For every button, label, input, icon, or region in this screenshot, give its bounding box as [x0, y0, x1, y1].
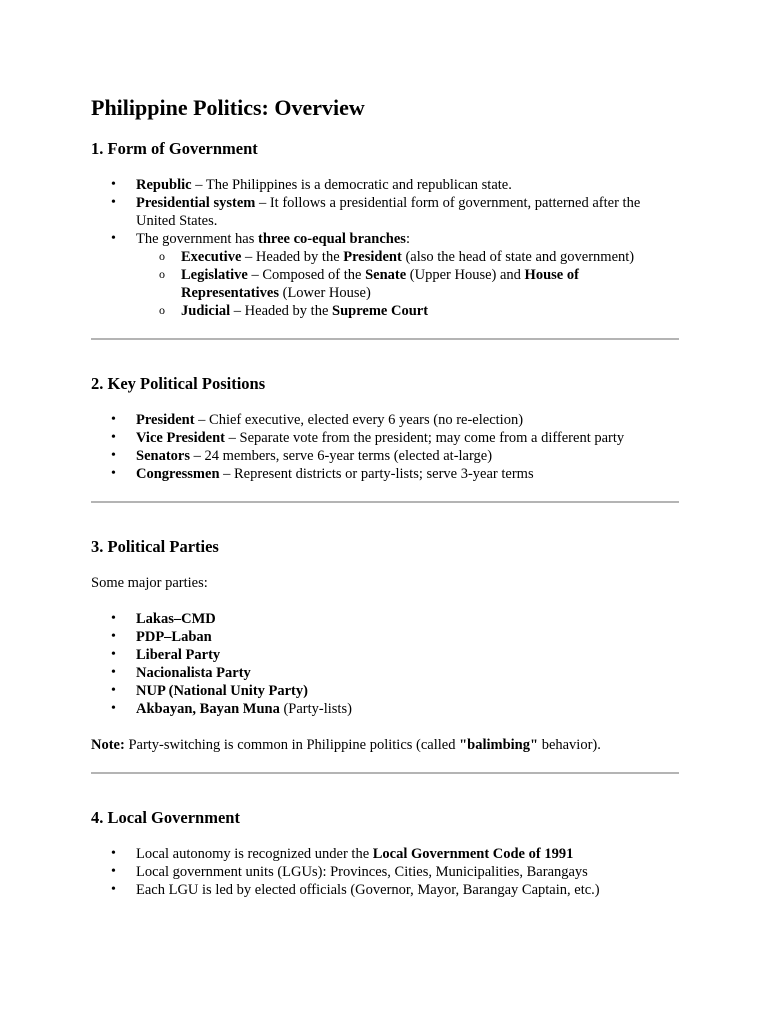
section-heading-political-parties: 3. Political Parties: [91, 537, 219, 556]
list-item: [91, 194, 679, 230]
list-item: [91, 646, 679, 664]
document-body: [91, 94, 679, 899]
item-term: Liberal Party: [136, 647, 221, 663]
list-item: [91, 664, 679, 682]
item-term: PDP–Laban: [136, 629, 212, 645]
item-text: Each LGU is led by elected officials (Governor, Mayor, Barangay Captain, etc.): [136, 882, 600, 898]
item-text: – Headed by the: [241, 249, 344, 265]
item-term: Executive: [181, 249, 242, 265]
note-text: Party-switching is common in Philippine politics (called: [124, 737, 460, 753]
parties-list: [91, 610, 679, 718]
list-item: [91, 700, 679, 718]
branches-sublist: [136, 248, 679, 320]
item-text: Local government units (LGUs): Provinces, Cities, Municipalities, Barangays: [136, 864, 588, 880]
item-text: – Composed of the: [247, 267, 366, 283]
item-text: – The Philippines is a democratic and republican state.: [191, 177, 512, 193]
item-term: Nacionalista Party: [136, 665, 251, 681]
list-item: [91, 881, 679, 899]
item-text: – 24 members, serve 6-year terms (elected at-large): [189, 448, 493, 464]
list-item: [91, 628, 679, 646]
item-term: Local Government Code of 1991: [372, 846, 574, 862]
item-text: – It follows a presidential form of government, patterned after the United States.: [136, 195, 641, 229]
item-text: The government has: [136, 231, 259, 247]
item-text: – Chief executive, elected every 6 years (no re-election): [194, 412, 524, 428]
item-term: President: [136, 412, 195, 428]
page-title: Philippine Politics: Overview: [91, 95, 365, 120]
list-item: [91, 465, 679, 483]
list-item: [91, 230, 679, 320]
item-term: Vice President: [136, 430, 225, 446]
item-term: Presidential system: [136, 195, 256, 211]
note-term: "balimbing": [459, 737, 539, 753]
item-term: Senators: [136, 448, 190, 464]
section-divider: [91, 772, 679, 774]
item-term: three co-equal branches: [258, 231, 406, 247]
list-item: [91, 176, 679, 194]
item-term: House of Representatives: [181, 267, 579, 301]
section-heading-local-government: 4. Local Government: [91, 808, 240, 827]
item-term: Lakas–CMD: [136, 611, 216, 627]
item-text: – Represent districts or party-lists; serve 3-year terms: [219, 466, 534, 482]
list-item: [91, 863, 679, 881]
item-term: Senate: [365, 267, 407, 283]
item-term: Republic: [136, 177, 192, 193]
parties-intro: Some major parties:: [91, 575, 208, 591]
item-text: (Lower House): [279, 285, 371, 301]
sublist-item-executive: [136, 248, 679, 266]
list-item: [91, 610, 679, 628]
sublist-item-judicial: [136, 302, 679, 320]
sublist-item-legislative: [136, 266, 679, 302]
item-text: Local autonomy is recognized under the: [136, 846, 373, 862]
list-item: [91, 447, 679, 465]
item-text: (Party-lists): [279, 701, 352, 717]
item-term: Congressmen: [136, 466, 220, 482]
item-text: – Headed by the: [230, 303, 333, 319]
item-text: :: [405, 231, 410, 247]
item-term: Akbayan, Bayan Muna: [136, 701, 280, 717]
section-divider: [91, 338, 679, 340]
parties-note: [91, 736, 679, 754]
item-term: President: [343, 249, 402, 265]
item-term: Legislative: [181, 267, 248, 283]
item-text: – Separate vote from the president; may come from a different party: [225, 430, 625, 446]
section-heading-key-political-positions: 2. Key Political Positions: [91, 374, 266, 393]
note-text: behavior).: [538, 737, 601, 753]
form-of-government-list: [91, 176, 679, 320]
list-item: [91, 682, 679, 700]
section-heading-form-of-government: 1. Form of Government: [91, 139, 258, 158]
list-item: [91, 845, 679, 863]
item-term: Judicial: [181, 303, 231, 319]
note-label: Note:: [91, 737, 125, 753]
item-text: (also the head of state and government): [401, 249, 635, 265]
section-divider: [91, 501, 679, 503]
item-term: Supreme Court: [332, 303, 429, 319]
item-text: (Upper House) and: [406, 267, 525, 283]
local-government-list: [91, 845, 679, 899]
list-item: [91, 429, 679, 447]
list-item: [91, 411, 679, 429]
item-term: NUP (National Unity Party): [136, 683, 308, 699]
key-positions-list: [91, 411, 679, 483]
